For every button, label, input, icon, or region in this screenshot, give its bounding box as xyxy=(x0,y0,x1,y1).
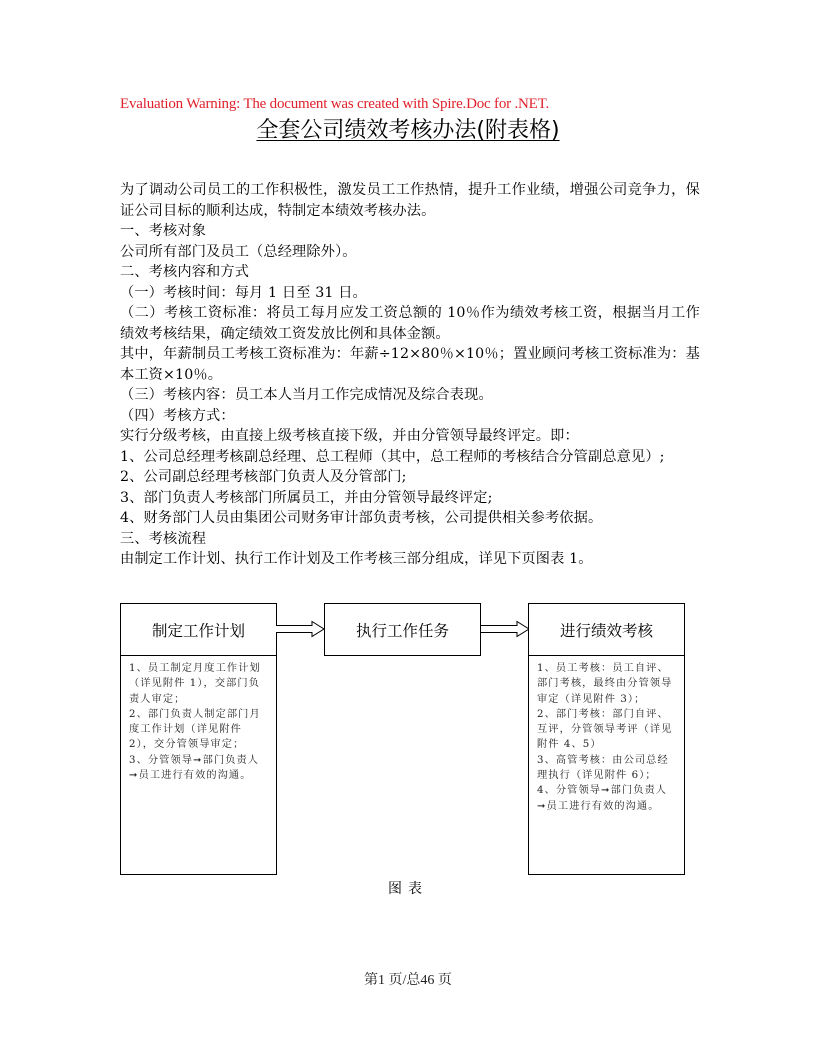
paragraph: （一）考核时间：每月 1 日至 31 日。 xyxy=(120,284,367,301)
section-heading-1: 一、考核对象 xyxy=(120,223,207,239)
flow-step-plan xyxy=(120,603,277,656)
double-arrow-icon xyxy=(481,619,531,639)
detail-item: 1、员工考核：员工自评、部门考核，最终由分管领导审定（详见附件 3）； xyxy=(537,663,673,705)
document-title-text: 全套公司绩效考核办法(附表格) xyxy=(256,118,560,143)
paragraph: 由制定工作计划、执行工作计划及工作考核三部分组成，详见下页图表 1。 xyxy=(120,551,593,567)
figure-caption: 图表 xyxy=(388,881,428,897)
section-heading-3: 三、考核流程 xyxy=(120,530,207,547)
detail-item: 2、部门负责人制定部门月度工作计划（详见附件 2），交分管领导审定； xyxy=(129,708,261,751)
paragraph: 其中，年薪制员工考核工资标准为：年薪÷12×80％×10％；置业顾问考核工资标准为：基本工资×10％。 xyxy=(120,346,700,383)
list-item: 4、财务部门人员由集团公司财务审计部负责考核，公司提供相关参考依据。 xyxy=(120,510,603,526)
flow-step-evaluate-label: 进行绩效考核 xyxy=(559,621,653,640)
flow-step-evaluate-details xyxy=(528,655,685,875)
detail-item: 1、员工制定月度工作计划（详见附件 1），交部门负责人审定； xyxy=(129,663,261,705)
flow-step-execute xyxy=(324,603,481,656)
paragraph: 实行分级考核，由直接上级考核直接下级，并由分管领导最终评定。即： xyxy=(120,428,579,444)
list-item: 2、公司副总经理考核部门负责人及分管部门; xyxy=(120,469,407,485)
document-title xyxy=(0,116,816,146)
flow-step-evaluate xyxy=(528,603,685,656)
paragraph: （二）考核工资标准：将员工每月应发工资总额的 10％作为绩效考核工资，根据当月工作绩效考核结果，确定绩效工资发放比例和具体金额。 xyxy=(120,305,700,342)
list-item: 3、部门负责人考核部门所属员工，并由分管领导最终评定; xyxy=(120,489,493,506)
list-item: 1、公司总经理考核副总经理、总工程师（其中，总工程师的考核结合分管副总意见）; xyxy=(120,448,665,465)
double-arrow-icon xyxy=(276,619,326,639)
flow-step-plan-details xyxy=(120,655,277,875)
detail-item: 4、分管领导➞部门负责人➞员工进行有效的沟通。 xyxy=(537,785,668,812)
page-number: 第1 页/总46 页 xyxy=(364,973,452,988)
flow-step-execute-label: 执行工作任务 xyxy=(355,621,449,640)
paragraph: 公司所有部门及员工（总经理除外）。 xyxy=(120,243,357,260)
flow-step-plan-label: 制定工作计划 xyxy=(151,621,245,640)
paragraph: （三）考核内容：员工本人当月工作完成情况及综合表现。 xyxy=(120,387,493,403)
document-body xyxy=(120,180,700,570)
paragraph: （四）考核方式： xyxy=(120,407,235,424)
intro-paragraph: 为了调动公司员工的工作积极性，激发员工工作热情，提升工作业绩，增强公司竞争力，保证公司目标的顺利达成，特制定本绩效考核办法。 xyxy=(120,182,700,219)
evaluation-warning: Evaluation Warning: The document was created with Spire.Doc for .NET. xyxy=(120,96,550,112)
detail-item: 3、分管领导➞部门负责人➞员工进行有效的沟通。 xyxy=(129,754,260,782)
detail-item: 3、高管考核：由公司总经理执行（详见附件 6）； xyxy=(537,754,669,782)
detail-item: 2、部门考核：部门自评、互评，分管领导考评（详见附件 4、5） xyxy=(537,708,673,751)
section-heading-2: 二、考核内容和方式 xyxy=(120,264,250,280)
